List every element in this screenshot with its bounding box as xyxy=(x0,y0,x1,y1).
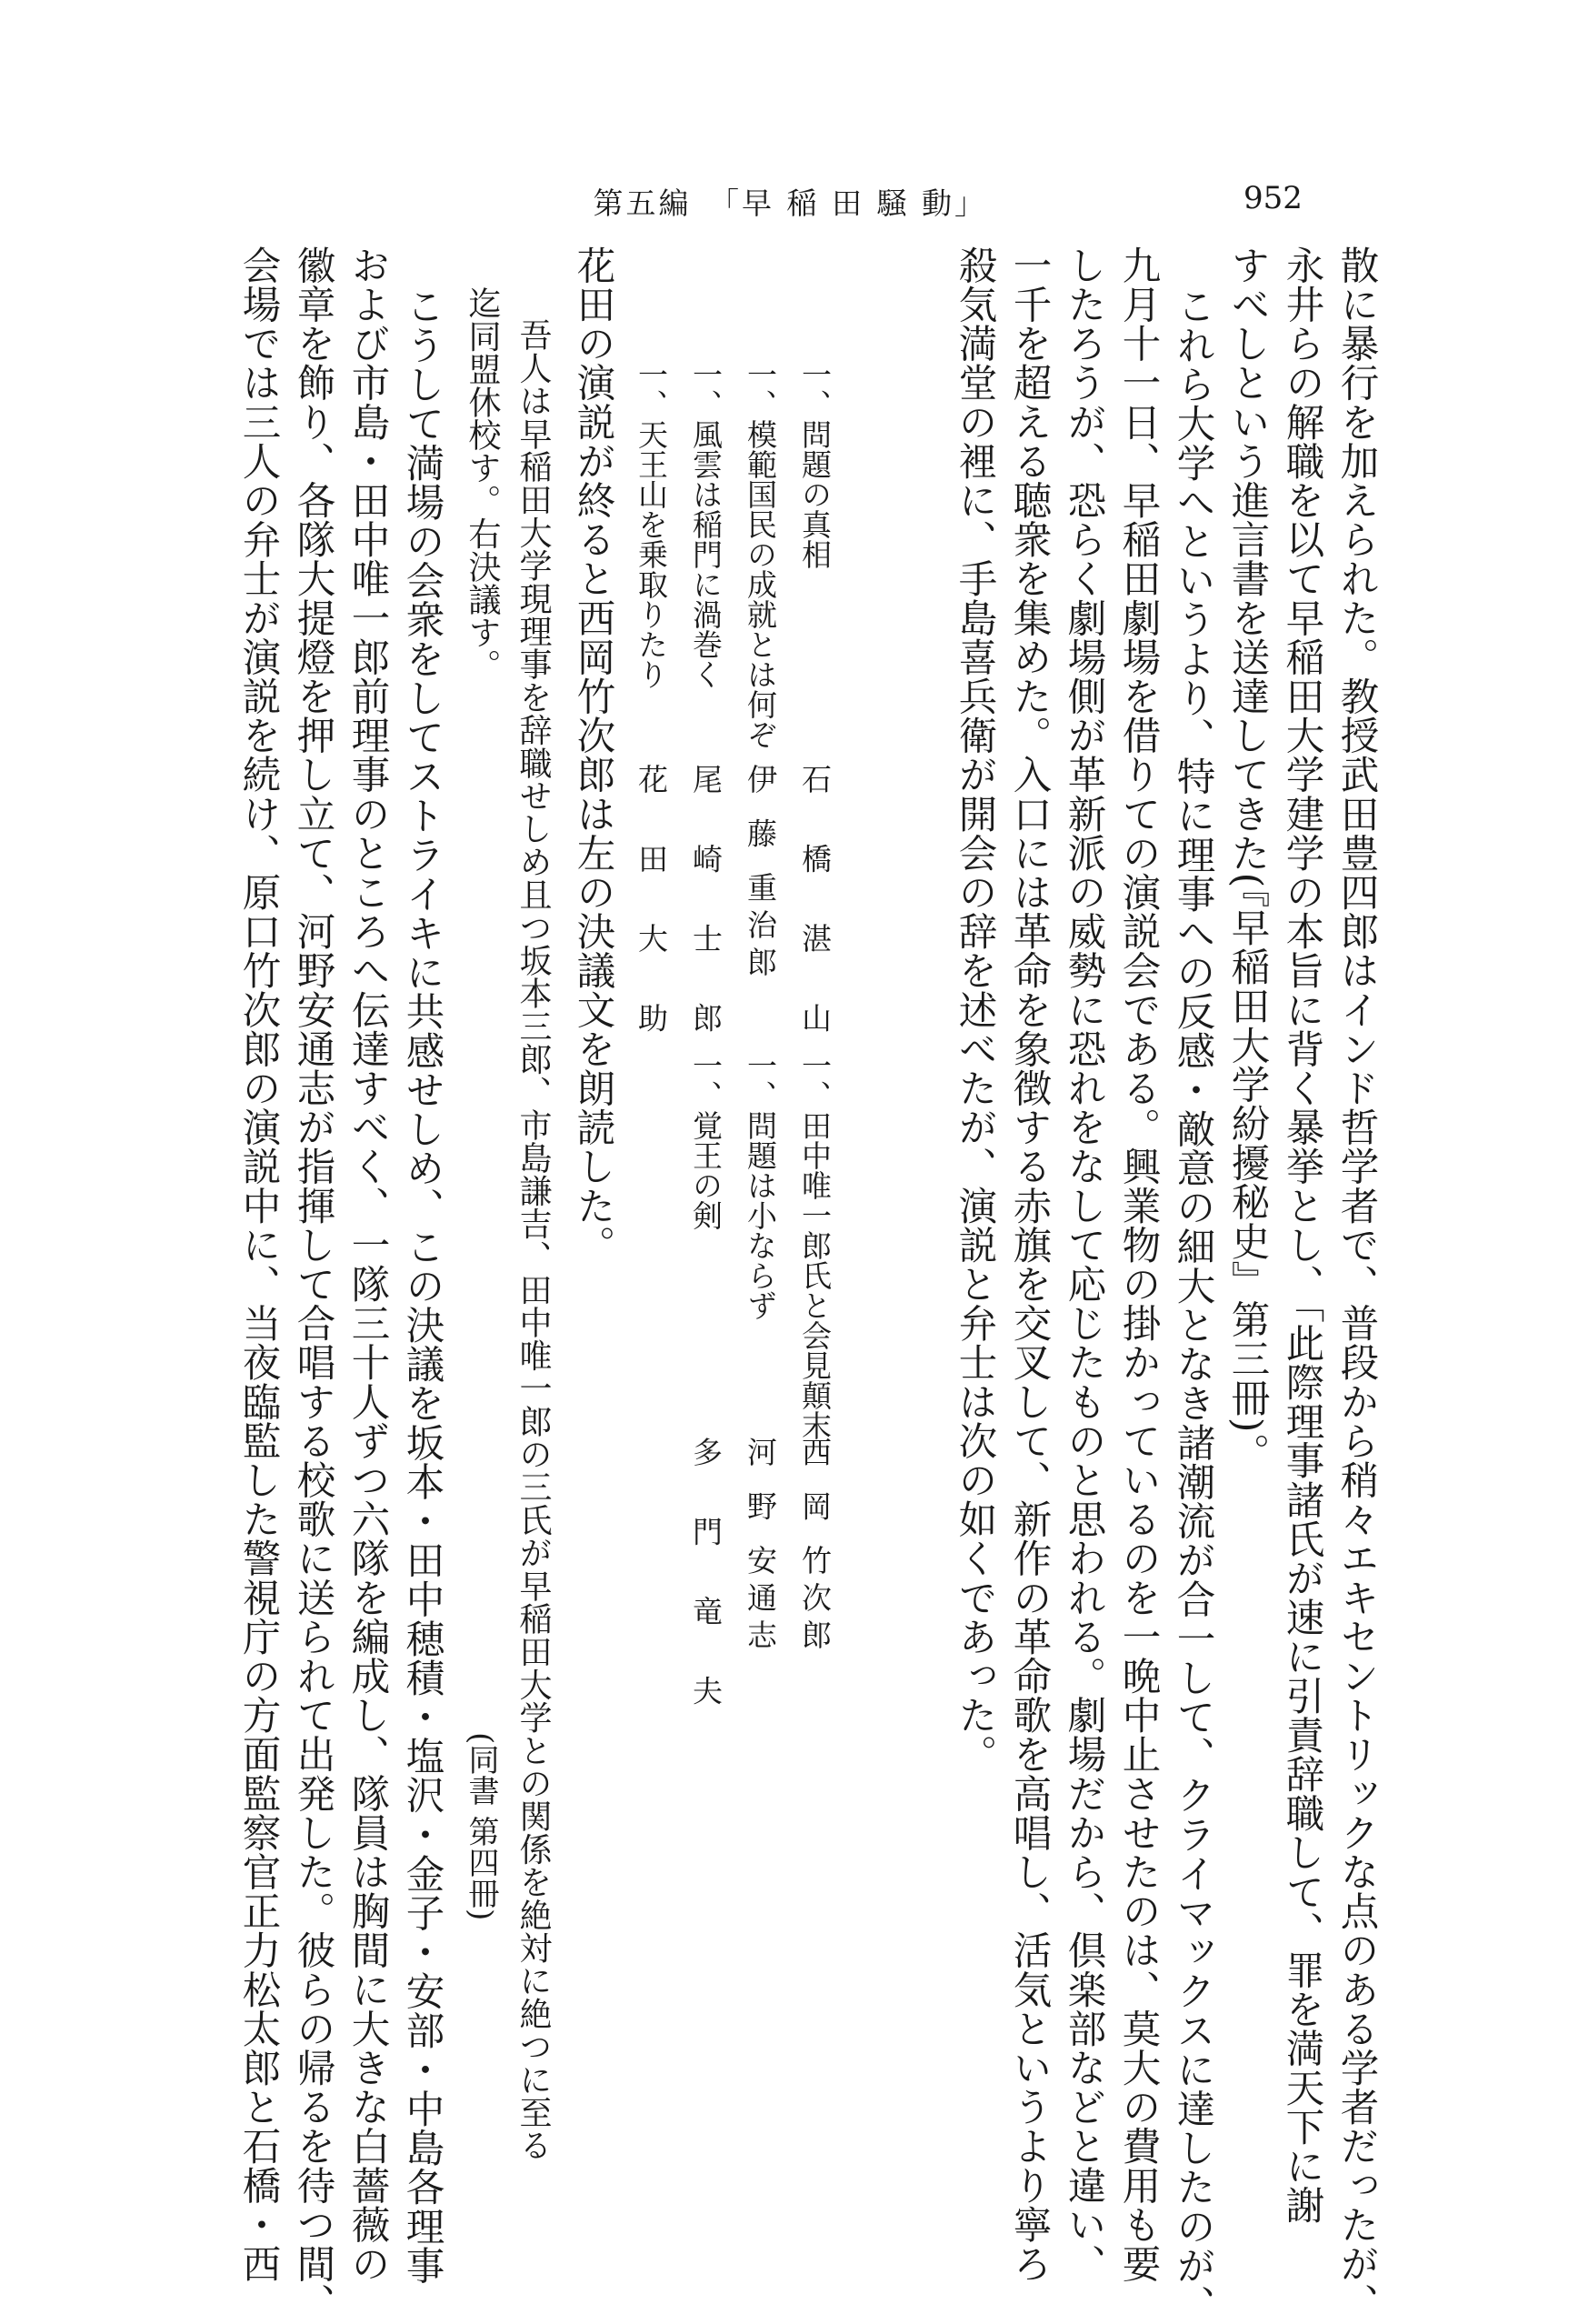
text-column: したろうが、恐らく劇場側が革新派の威勢に恐れをなして応じたものと思われる。劇場だから、倶楽部などと違い、 xyxy=(1061,245,1106,2284)
text-column: および市島・田中唯一郎前理事のところへ伝達すべく、一隊三十人ずつ六隊を編成し、隊員は胸間に大きな白薔薇の xyxy=(345,245,390,2284)
text-column: 徽章を飾り、各隊大提燈を押し立て、河野安通志が指揮して合唱する校歌に送られて出発した。彼らの帰るを待つ間、 xyxy=(290,245,335,2323)
speech-title: 一、問題は小ならず xyxy=(743,1050,778,1320)
running-head xyxy=(0,180,1578,225)
speech-speaker: 花 田 大 助 xyxy=(634,764,669,1053)
running-head-title: 第五編 「早 稲 田 騒 動」 xyxy=(593,185,987,221)
speech-speaker: 多 門 竜 夫 xyxy=(688,1437,724,1726)
speech-speaker: 西 岡 竹次郎 xyxy=(797,1437,833,1657)
speech-speaker: 石 橋 湛 山 xyxy=(797,764,833,1053)
speech-speaker: 伊 藤 重治郎 xyxy=(743,764,778,984)
speech-speaker: 尾 崎 士 郎 xyxy=(688,764,724,1053)
resolution-quote: 吾人は早稲田大学現理事を辞職せしめ且つ坂本三郎、市島謙吉、田中唯一郎の三氏が早稲田大学との関係を絶対に絶つに至る xyxy=(514,318,552,2162)
text-column: 殺気満堂の裡に、手島喜兵衛が開会の辞を述べたが、演説と弁士は次の如くであった。 xyxy=(952,245,997,1774)
text-column: 花田の演説が終ると西岡竹次郎は左の決議文を朗読した。 xyxy=(570,245,615,1265)
text-column: 一千を超える聴衆を集めた。入口には革命を象徴する赤旗を交叉して、新作の革命歌を高唱し、活気というより寧ろ xyxy=(1006,245,1052,2284)
speech-title: 一、田中唯一郎氏と会見顛末 xyxy=(797,1050,833,1440)
speech-title: 一、模範国民の成就とは何ぞ xyxy=(743,359,778,749)
speech-title: 一、問題の真相 xyxy=(797,359,833,569)
page-number: 952 xyxy=(1243,180,1303,216)
speech-title: 一、風雲は稲門に渦巻く xyxy=(688,359,724,689)
text-column-indented: これら大学へというより、特に理事への反感・敵意の細大となき諸潮流が合一して、クライマックスに達したのが、 xyxy=(1170,286,1215,2324)
text-column: 永井らの解職を以て早稲田大学建学の本旨に背く暴挙とし、「此際理事諸氏が速に引責辞職して、罪を満天下に謝 xyxy=(1279,245,1324,2225)
resolution-quote: 迄同盟休校す。右決議す。 xyxy=(464,286,501,682)
citation: (同書 第四冊) xyxy=(463,1732,499,1921)
text-column: 九月十一日、早稲田劇場を借りての演説会である。興業物の掛かっているのを一晩中止させたのは、莫大の費用も要 xyxy=(1115,245,1161,2284)
speech-speaker: 河 野 安通志 xyxy=(743,1437,778,1657)
text-column: すべしという進言書を送達してきた(『早稲田大学紛擾秘史』第三冊)。 xyxy=(1224,245,1270,1473)
text-column: 会場では三人の弁士が演説を続け、原口竹次郎の演説中に、当夜臨監した警視庁の方面監察官正力松太郎と石橋・西 xyxy=(235,245,281,2284)
text-column-indented: こうして満場の会衆をしてストライキに共感せしめ、この決議を坂本・田中穂積・塩沢・金子・安部・中島各理事 xyxy=(399,286,444,2286)
speech-title: 一、覚王の剣 xyxy=(688,1050,724,1230)
speech-title: 一、天王山を乗取りたり xyxy=(634,359,669,689)
text-column: 散に暴行を加えられた。教授武田豊四郎はインド哲学者で、普段から稍々エキセントリックな点のある学者だったが、 xyxy=(1333,245,1379,2323)
